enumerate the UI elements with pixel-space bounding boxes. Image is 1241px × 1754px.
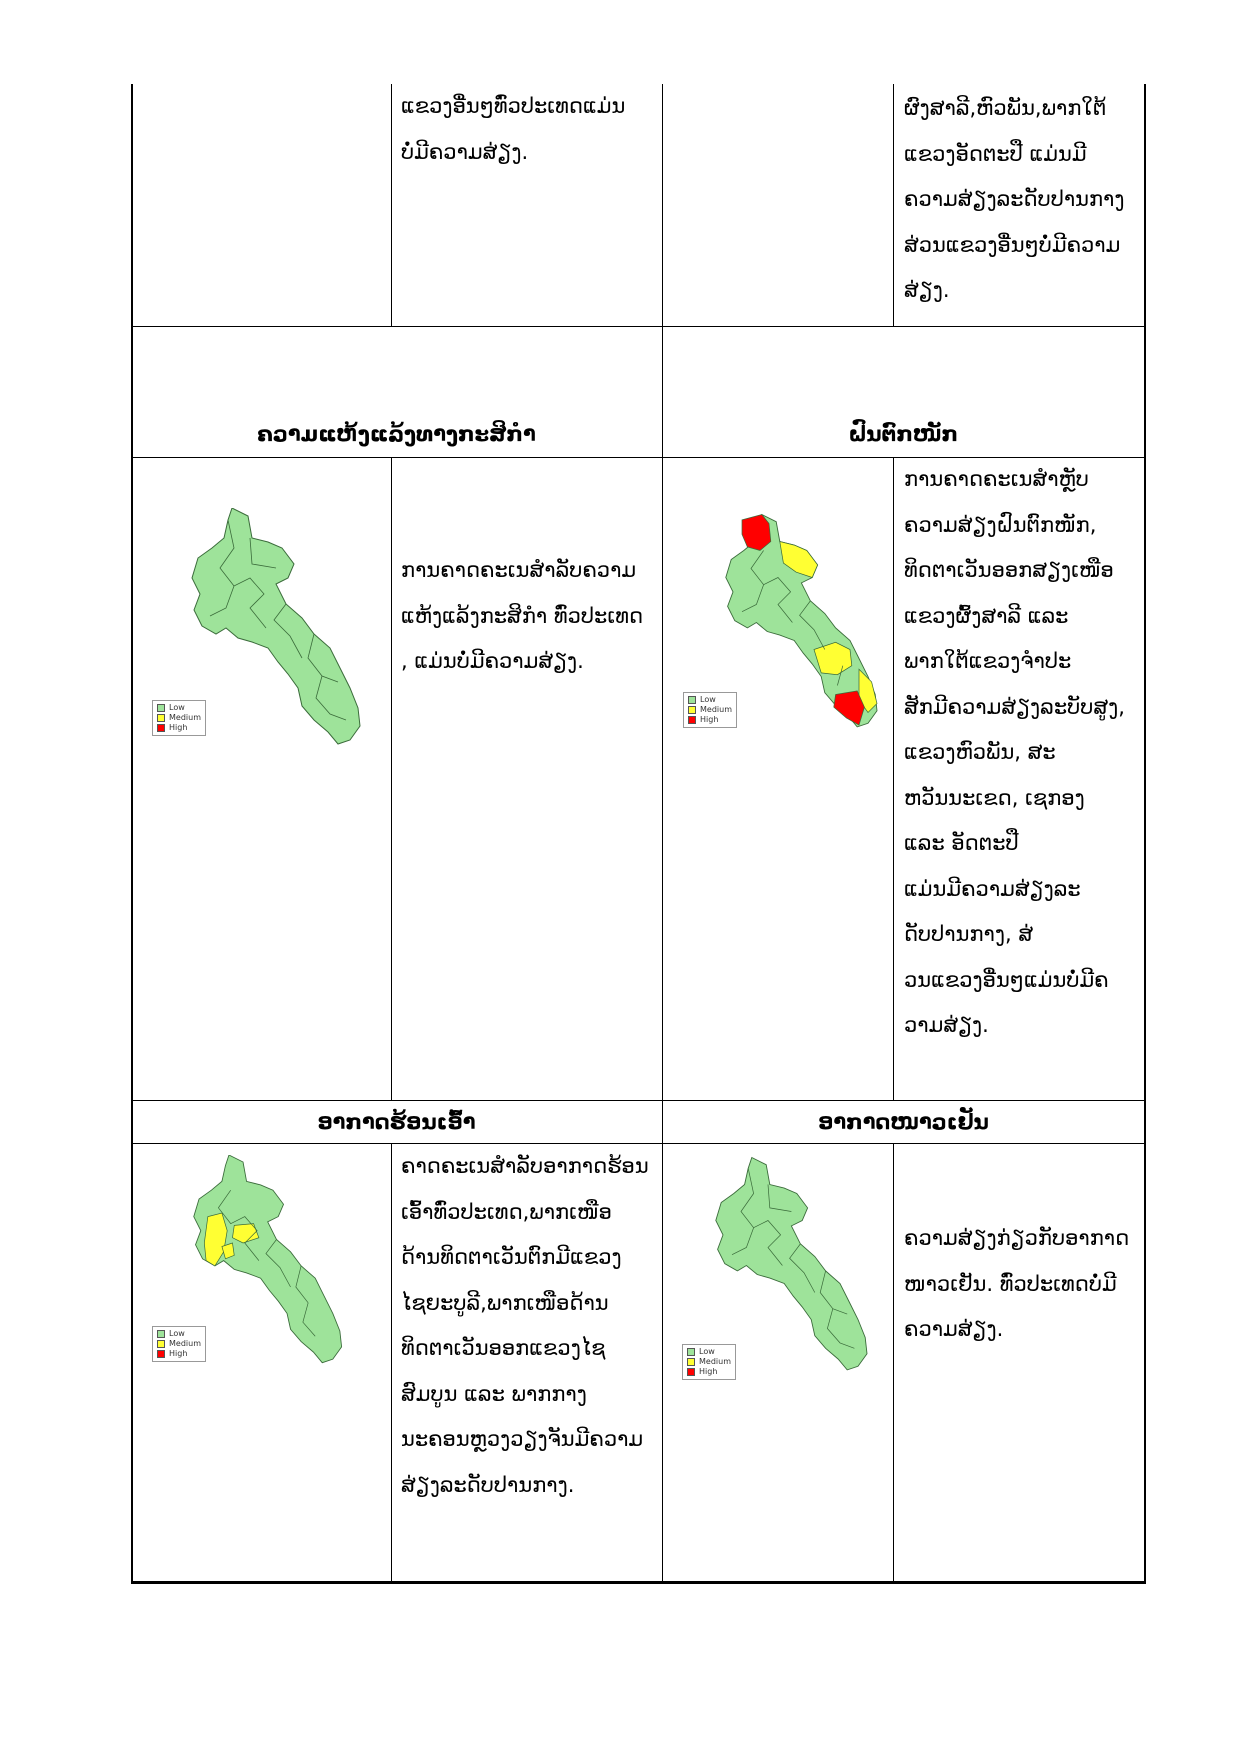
laos-map-shape xyxy=(192,508,360,744)
heavy-rain-text: ການຄາດຄະເນສໍາຫຼັບ ຄວາມສ່ຽງຝົນຕົກໜັກ, ທິດຕາເວັນອອກສຽງເໜືອ ແຂວງຜົ້ງສາລີ ແລະ ພາກໃຕ້ແຂວງຈໍາປະ ສັກມີຄວາມສ່ຽງລະບັບສູງ, ແຂວງຫົວພັນ, ສະ ຫວັນນະເຂດ, ເຊກອງ ແລະ ອັດຕະປື ແມ່ນມີຄວາມສ່ຽງລະ ດັບປານກາງ, ສ່ ວນແຂວງອື່ນໆແມ່ນບໍ່ມີຄ ວາມສ່ຽງ. xyxy=(904,467,1125,1037)
heavy-rain-title: ຝົນຕົກໜັກ xyxy=(848,422,959,446)
heat-map xyxy=(190,1155,370,1375)
cold-map xyxy=(714,1155,894,1385)
heat-legend: Low Medium High xyxy=(152,1326,206,1362)
drought-title: ຄວາມແຫ້ງແລ້ງທາງກະສິກໍາ xyxy=(257,422,536,446)
drought-text: ການຄາດຄະເນສໍາລັບຄວາມ ແຫ້ງແລ້ງກະສິກໍາ ທົ່ວປະເທດ , ແມ່ນບໍ່ມີຄວາມສ່ຽງ. xyxy=(401,558,644,673)
heat-title: ອາກາດຮ້ອນເອົ້າ xyxy=(317,1110,476,1134)
top-right-text: ຜົງສາລີ,ຫົວພັນ,ພາກໃຕ້ ແຂວງອັດຕະປື ແມ່ນມີ ຄວາມສ່ຽງລະດັບປານກາງ ສ່ວນແຂວງອື່ນໆບໍ່ມີຄວາມ ສ່ຽງ. xyxy=(904,96,1125,302)
cold-text: ຄວາມສ່ຽງກ່ຽວກັບອາກາດ ໜາວເຢັນ. ທົ່ວປະເທດບໍ່ມີ ຄວາມສ່ຽງ. xyxy=(904,1226,1130,1341)
champasak-high xyxy=(834,691,865,725)
heavy-rain-legend: Low Medium High xyxy=(683,692,737,728)
drought-legend: Low Medium High xyxy=(152,700,206,736)
top-left-text: ແຂວງອື່ນໆທົ່ວປະເທດແມ່ນ ບໍ່ມີຄວາມສ່ຽງ. xyxy=(401,94,626,164)
phongsaly-high xyxy=(742,515,771,551)
drought-map xyxy=(190,508,390,758)
cold-legend: Low Medium High xyxy=(682,1344,736,1380)
heat-text: ຄາດຄະເນສໍາລັບອາກາດຮ້ອນ ເອົ້າທົ່ວປະເທດ,ພາກເໜືອ ດ້ານທິດຕາເວັນຕົກມີແຂວງ ໄຊຍະບູລີ,ພາກເໜືອດ້ານ ທິດຕາເວັນອອກແຂວງໄຊ ສົມບູນ ແລະ ພາກກາງ ນະຄອນຫຼວງວຽງຈັນມີຄວາມ ສ່ຽງລະດັບປານກາງ. xyxy=(401,1154,649,1497)
cold-title: ອາກາດໜາວເຢັນ xyxy=(818,1110,989,1134)
heavy-rain-map xyxy=(724,512,904,742)
